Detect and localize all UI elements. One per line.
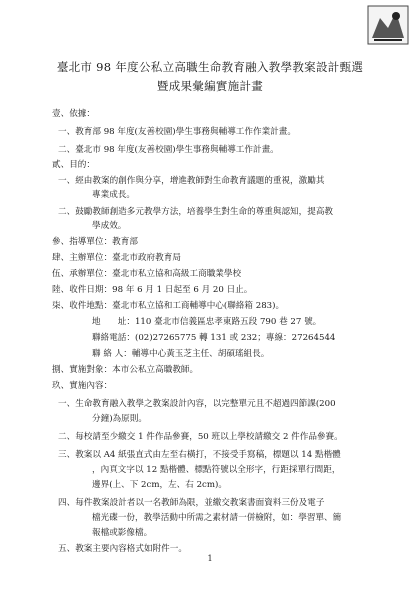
content-item-4-cont2: 報檔或影像檔。 [92, 528, 153, 538]
target-line: 捌、實施對象：本市公私立高職教師。 [52, 365, 199, 375]
deadline-line: 陸、收件日期：98 年 6 月 1 日起至 6 月 20 日止。 [52, 285, 253, 295]
organizer-line: 肆、主辦單位：臺北市政府教育局 [52, 253, 181, 263]
document-title: 臺北市 98 年度公私立高職生命教育融入教學教案設計甄選 [56, 60, 364, 74]
host-line: 伍、承辦單位：臺北市私立協和高級工商職業學校 [52, 269, 242, 279]
basis-heading: 壹、依據： [52, 109, 95, 119]
address-line: 地 址：110 臺北市信義區忠孝東路五段 790 巷 27 號。 [92, 317, 322, 327]
purpose-item-1-cont: 專業成長。 [92, 190, 135, 200]
purpose-item-2: 二、鼓勵教師創造多元教學方法，培養學生對生命的尊重與認知，提高教 [58, 207, 334, 217]
content-item-3: 三、教案以 A4 紙張直式由左至右橫打，不接受手寫稿，標題以 14 點楷體 [58, 450, 341, 460]
document-subtitle: 暨成果彙編實施計畫 [156, 79, 264, 93]
content-item-1: 一、生命教育融入教學之教案設計內容，以完整單元且不超過四節課(200 [58, 399, 336, 409]
content-heading: 玖、實施內容： [52, 381, 113, 391]
supervisor-line: 參、指導單位：教育部 [52, 237, 138, 247]
content-item-4-cont: 檔光碟一份，教學活動中所需之素材請一併檢附，如：學習單、簡 [92, 513, 342, 523]
contact-line: 聯 絡 人：輔導中心黃玉芝主任、胡碩瑤組長。 [92, 349, 270, 359]
content-item-4: 四、每件教案設計者以一名教師為限，並繳交教案書面資料三份及電子 [58, 498, 325, 508]
content-item-3-cont2: 邊界(上、下 2cm，左、右 2cm)。 [92, 480, 227, 490]
basis-item-2: 二、臺北市 98 年度(友善校園)學生事務與輔導工作計畫。 [58, 145, 279, 155]
purpose-item-2-cont: 學成效。 [92, 221, 127, 231]
receiving-line: 柒、收件地點：臺北市私立協和工商輔導中心(聯絡箱 283)。 [52, 301, 285, 311]
content-item-3-cont: ，內頁文字以 12 點楷體、標點符號以全形字，行距採單行間距， [92, 465, 341, 475]
content-item-5: 五、教案主要內容格式如附件一。 [58, 544, 187, 554]
purpose-item-1: 一、經由教案的創作與分享，增進教師對生命教育議題的重視，激勵其 [58, 176, 325, 186]
content-item-1-cont: 分鐘)為原則。 [92, 414, 147, 424]
basis-item-1: 一、教育部 98 年度(友善校園)學生事務與輔導工作作業計畫。 [58, 127, 296, 137]
school-emblem-icon [366, 4, 410, 46]
phone-line: 聯絡電話：(02)27265775 轉 131 或 232；專線：27264544 [92, 333, 336, 343]
page-number: 1 [207, 554, 213, 563]
content-item-2: 二、每校請至少繳交 1 件作品參賽，50 班以上學校請繳交 2 件作品參賽。 [58, 432, 343, 442]
purpose-heading: 貳、目的： [52, 160, 95, 170]
